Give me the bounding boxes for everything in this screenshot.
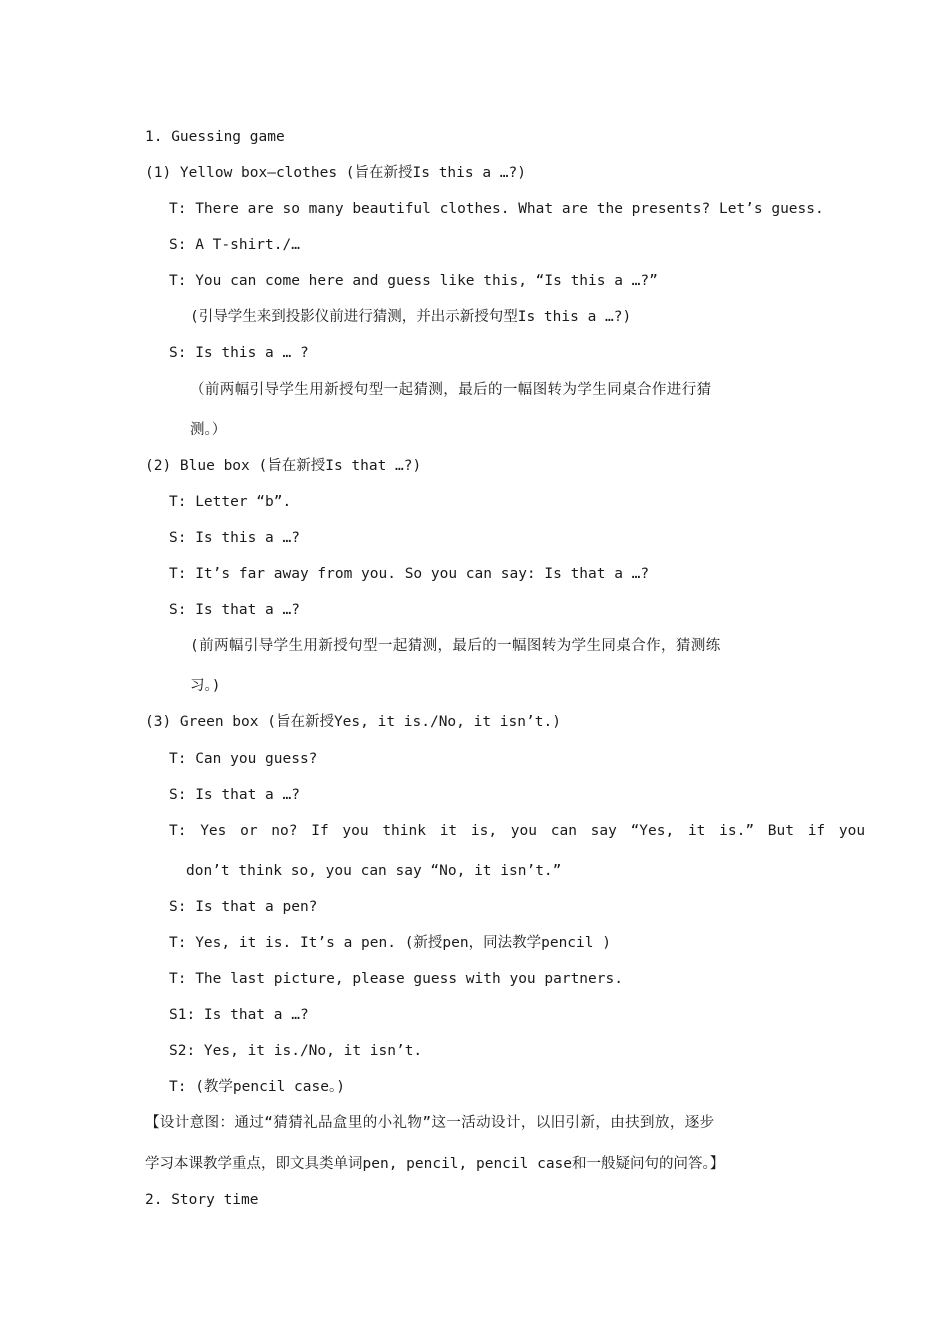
dialogue-line: S: Is this a … ?	[169, 345, 309, 361]
dialogue-line: T: Letter “b”.	[169, 494, 292, 510]
subheading-blue-box: (2) Blue box (旨在新授Is that …?)	[145, 458, 422, 474]
teaching-note: (引导学生来到投影仪前进行猜测，并出示新授句型Is this a …?)	[190, 309, 632, 325]
dialogue-line: T: Yes or no? If you think it is, you can say “Yes, it is.” But if you	[169, 823, 866, 839]
design-intent-note-continued: 学习本课教学重点，即文具类单词pen, pencil, pencil case和一般疑问句的问答。】	[145, 1156, 725, 1172]
dialogue-line: T: It’s far away from you. So you can say: Is that a …?	[169, 566, 650, 582]
dialogue-line: S: Is that a pen?	[169, 899, 318, 915]
dialogue-line: T: Can you guess?	[169, 751, 318, 767]
dialogue-line: T: (教学pencil case。)	[169, 1079, 345, 1095]
dialogue-line: S: Is that a …?	[169, 602, 300, 618]
dialogue-line: S2: Yes, it is./No, it isn’t.	[169, 1043, 423, 1059]
teaching-note-continued: 测。）	[190, 422, 227, 438]
design-intent-note: 【设计意图：通过“猜猜礼品盒里的小礼物”这一活动设计，以旧引新，由扶到放，逐步	[145, 1115, 715, 1131]
dialogue-line: S: Is that a …?	[169, 787, 300, 803]
dialogue-line: T: You can come here and guess like this, “Is this a …?”	[169, 273, 658, 289]
teaching-note: （前两幅引导学生用新授句型一起猜测，最后的一幅图转为学生同桌合作进行猜	[190, 382, 712, 398]
dialogue-line: T: Yes, it is. It’s a pen. (新授pen，同法教学pencil )	[169, 935, 611, 951]
dialogue-line: T: The last picture, please guess with you partners.	[169, 971, 623, 987]
dialogue-line: S1: Is that a …?	[169, 1007, 309, 1023]
dialogue-line-continued: don’t think so, you can say “No, it isn’t.”	[186, 863, 562, 879]
subheading-yellow-box: (1) Yellow box—clothes (旨在新授Is this a …?)	[145, 165, 526, 181]
dialogue-line: S: A T-shirt./…	[169, 237, 300, 253]
subheading-green-box: (3) Green box (旨在新授Yes, it is./No, it isn’t.)	[145, 714, 561, 730]
teaching-note: (前两幅引导学生用新授句型一起猜测，最后的一幅图转为学生同桌合作，猜测练	[190, 638, 721, 654]
dialogue-line: T: There are so many beautiful clothes. What are the presents? Let’s guess.	[169, 201, 824, 217]
teaching-note-continued: 习。)	[190, 678, 221, 694]
section-heading-story-time: 2. Story time	[145, 1192, 259, 1208]
dialogue-line: S: Is this a …?	[169, 530, 300, 546]
section-heading-guessing-game: 1. Guessing game	[145, 129, 285, 145]
